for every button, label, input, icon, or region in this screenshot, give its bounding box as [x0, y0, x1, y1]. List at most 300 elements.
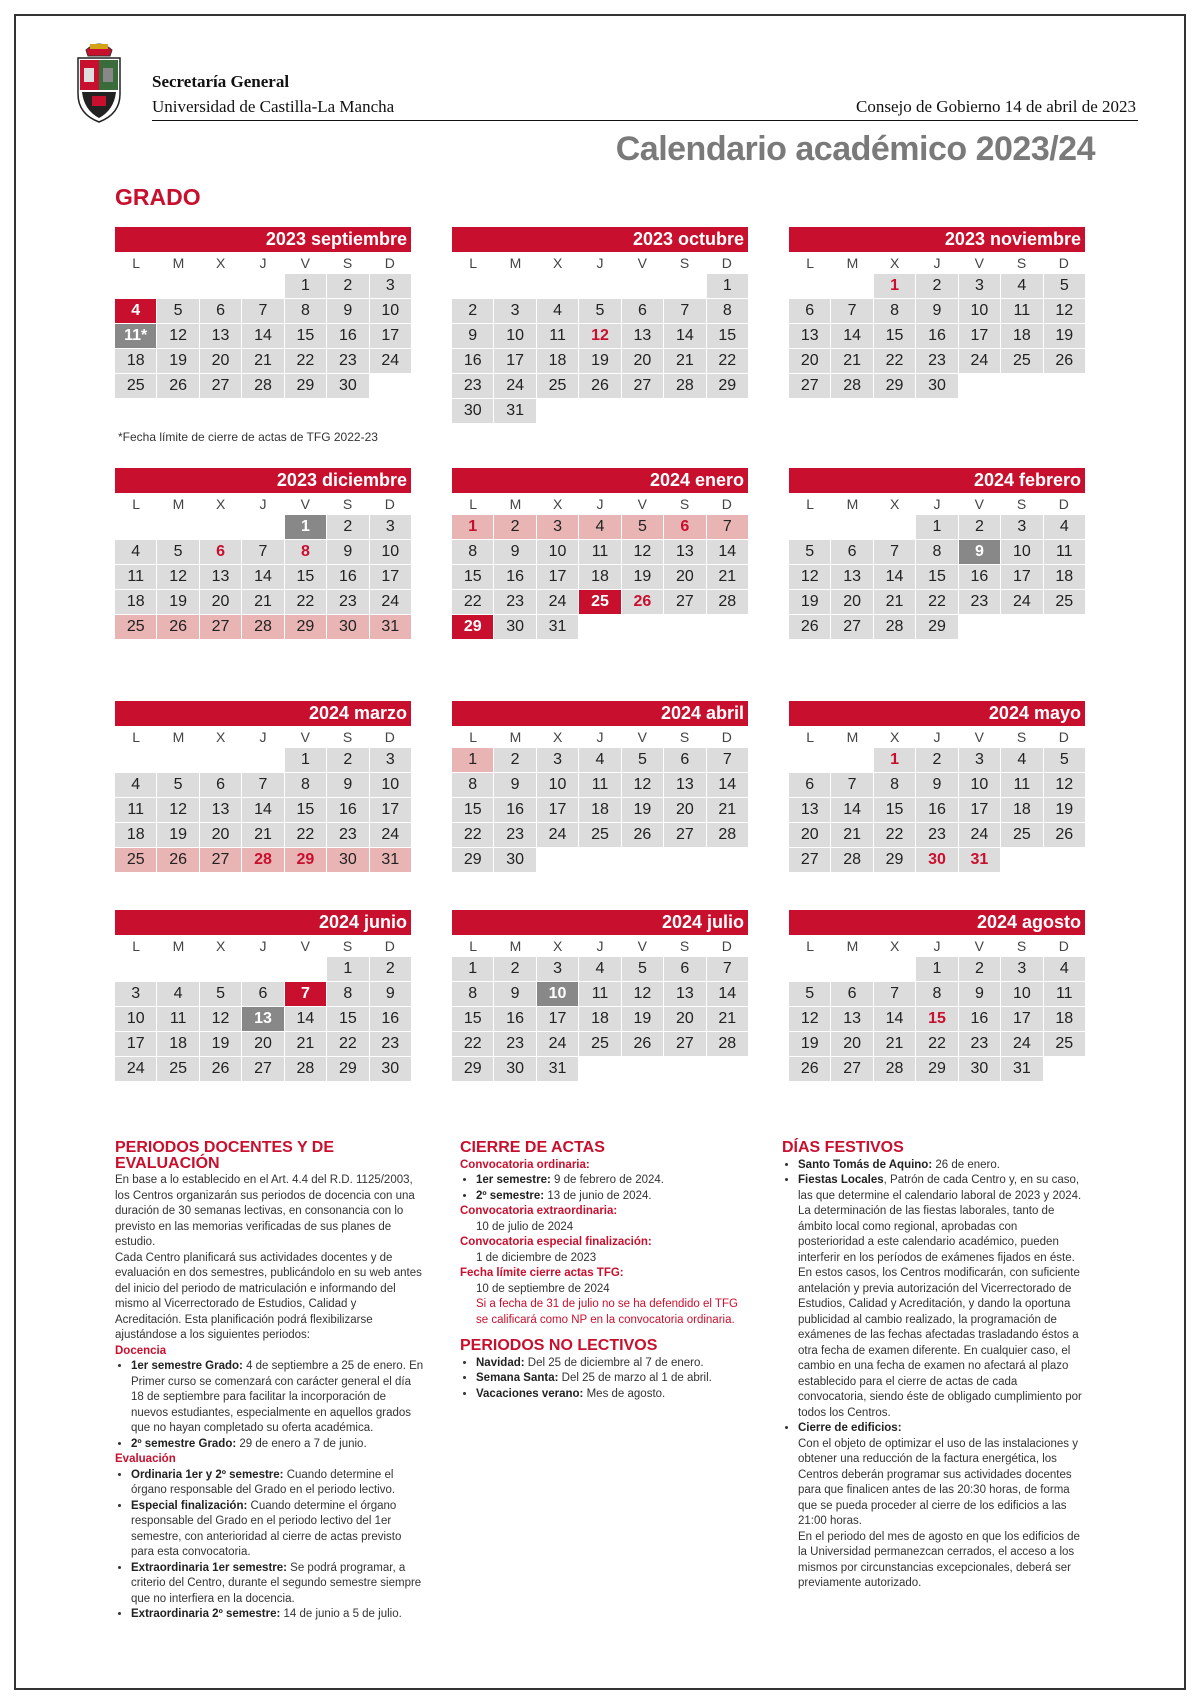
day-cell: 13 — [831, 565, 872, 589]
day-cell: 6 — [789, 773, 830, 797]
day-cell: 2 — [494, 957, 535, 981]
weekday-label: X — [216, 729, 226, 745]
day-cell: 20 — [664, 565, 705, 589]
day-cell: 29 — [707, 374, 748, 398]
day-cell: 1 — [874, 748, 915, 772]
day-cell: 12 — [157, 565, 198, 589]
day-cell: 27 — [789, 848, 830, 872]
day-cell: 9 — [327, 299, 368, 323]
empty-cell — [115, 748, 156, 772]
empty-cell — [157, 515, 198, 539]
day-cell: 28 — [831, 374, 872, 398]
day-cell: 19 — [157, 349, 198, 373]
day-cell: 6 — [200, 299, 241, 323]
day-cell: 27 — [200, 374, 241, 398]
day-cell: 11 — [115, 798, 156, 822]
day-cell: 28 — [707, 823, 748, 847]
weekday-label: J — [259, 255, 267, 271]
day-cell: 23 — [452, 374, 493, 398]
empty-cell — [789, 274, 830, 298]
weekday-label: S — [1016, 938, 1027, 954]
day-cell: 10 — [370, 540, 411, 564]
day-cell: 9 — [494, 540, 535, 564]
day-cell: 25 — [157, 1057, 198, 1081]
day-cell: 8 — [285, 773, 326, 797]
day-cell: 3 — [959, 274, 1000, 298]
day-cell: 18 — [1044, 565, 1085, 589]
month-title: 2024 agosto — [789, 910, 1085, 935]
month-title: 2024 febrero — [789, 468, 1085, 493]
empty-cell — [200, 274, 241, 298]
weekday-label: V — [300, 496, 310, 512]
day-cell: 19 — [789, 590, 830, 614]
day-cell: 17 — [370, 565, 411, 589]
day-cell: 22 — [285, 590, 326, 614]
day-cell: 14 — [831, 798, 872, 822]
day-cell: 3 — [494, 299, 535, 323]
day-cell: 5 — [579, 299, 620, 323]
day-cell: 14 — [707, 982, 748, 1006]
day-cell: 19 — [157, 590, 198, 614]
day-cell: 22 — [452, 590, 493, 614]
day-cell: 22 — [327, 1032, 368, 1056]
weekday-label: S — [342, 729, 353, 745]
day-cell: 30 — [327, 374, 368, 398]
day-cell: 12 — [622, 773, 663, 797]
day-cell: 22 — [916, 590, 957, 614]
day-cell: 9 — [916, 299, 957, 323]
day-cell: 21 — [707, 565, 748, 589]
day-cell: 18 — [1001, 324, 1042, 348]
empty-cell — [622, 274, 663, 298]
month-calendar — [789, 701, 1085, 872]
month-title: 2023 septiembre — [115, 227, 411, 252]
ordinaria-item: • 1er semestre: 9 de febrero de 2024. — [476, 1173, 750, 1189]
day-cell: 11 — [1044, 982, 1085, 1006]
weekday-label: M — [172, 729, 185, 745]
day-cell: 13 — [664, 982, 705, 1006]
day-cell: 6 — [831, 540, 872, 564]
weekday-label: X — [553, 729, 563, 745]
weekday-label: L — [806, 938, 815, 954]
day-cell: 2 — [916, 748, 957, 772]
day-cell: 11 — [157, 1007, 198, 1031]
day-cell: 17 — [537, 1007, 578, 1031]
day-cell: 14 — [242, 798, 283, 822]
weekday-label: D — [1058, 255, 1069, 271]
day-cell: 2 — [916, 274, 957, 298]
day-cell: 15 — [285, 798, 326, 822]
day-cell: 24 — [959, 823, 1000, 847]
day-cell: 23 — [494, 823, 535, 847]
day-cell: 17 — [537, 798, 578, 822]
day-cell: 14 — [707, 540, 748, 564]
day-cell: 13 — [664, 540, 705, 564]
day-cell: 2 — [959, 957, 1000, 981]
day-cell: 16 — [327, 565, 368, 589]
month-title: 2024 abril — [452, 701, 748, 726]
day-cell: 4 — [115, 540, 156, 564]
day-cell: 12 — [789, 565, 830, 589]
weekday-label: X — [890, 496, 900, 512]
day-cell: 28 — [707, 590, 748, 614]
weekday-label: S — [679, 938, 690, 954]
ordinaria-heading: Convocatoria ordinaria: — [460, 1158, 590, 1171]
month-calendar — [115, 468, 411, 639]
weekday-label: S — [1016, 255, 1027, 271]
ordinaria-item: • 2º semestre: 13 de junio de 2024. — [476, 1189, 750, 1205]
day-cell: 9 — [959, 540, 1000, 564]
day-cell: 30 — [452, 399, 493, 423]
days-grid — [115, 515, 411, 639]
day-cell: 3 — [1001, 957, 1042, 981]
day-cell: 7 — [664, 299, 705, 323]
day-cell: 13 — [664, 773, 705, 797]
day-cell: 5 — [200, 982, 241, 1006]
day-cell: 15 — [452, 1007, 493, 1031]
day-cell: 26 — [622, 590, 663, 614]
periodos-title: PERIODOS DOCENTES Y DE EVALUACIÓN — [115, 1139, 335, 1172]
days-grid — [452, 957, 748, 1081]
day-cell: 9 — [452, 324, 493, 348]
weekday-header — [452, 935, 748, 957]
day-cell: 4 — [579, 748, 620, 772]
day-cell: 28 — [242, 374, 283, 398]
month-calendar — [115, 910, 411, 1081]
weekday-label: M — [846, 938, 859, 954]
weekday-label: J — [259, 729, 267, 745]
day-cell: 21 — [831, 349, 872, 373]
day-cell: 7 — [707, 515, 748, 539]
day-cell: 5 — [157, 773, 198, 797]
empty-cell — [200, 957, 241, 981]
day-cell: 1 — [452, 748, 493, 772]
month-calendar — [452, 468, 748, 639]
days-grid — [789, 274, 1085, 398]
university-crest-logo — [72, 36, 126, 126]
day-cell: 13 — [789, 324, 830, 348]
day-cell: 22 — [452, 1032, 493, 1056]
day-cell: 25 — [579, 823, 620, 847]
day-cell: 16 — [916, 324, 957, 348]
day-cell: 20 — [664, 1007, 705, 1031]
day-cell: 15 — [874, 798, 915, 822]
day-cell: 24 — [115, 1057, 156, 1081]
day-cell: 28 — [242, 615, 283, 639]
day-cell: 7 — [874, 982, 915, 1006]
day-cell: 29 — [874, 848, 915, 872]
day-cell: 18 — [1044, 1007, 1085, 1031]
weekday-label: V — [300, 938, 310, 954]
empty-cell — [789, 748, 830, 772]
day-cell: 19 — [622, 1007, 663, 1031]
day-cell: 4 — [537, 299, 578, 323]
weekday-header — [789, 493, 1085, 515]
day-cell: 11 — [579, 773, 620, 797]
day-cell: 23 — [916, 823, 957, 847]
weekday-label: X — [553, 496, 563, 512]
day-cell: 8 — [452, 773, 493, 797]
day-cell: 15 — [707, 324, 748, 348]
council-date: Consejo de Gobierno 14 de abril de 2023 — [856, 97, 1136, 116]
evaluacion-item: • Especial finalización: Cuando determine el órgano responsable del Grado en el periodo lectivo del 1er semestre, con anterioridad al cierre de actas previsto para esta convocatoria. — [131, 1499, 425, 1561]
day-cell: 20 — [831, 1032, 872, 1056]
weekday-label: L — [806, 255, 815, 271]
day-cell: 28 — [831, 848, 872, 872]
day-cell: 23 — [327, 823, 368, 847]
day-cell: 26 — [622, 1032, 663, 1056]
day-cell: 28 — [707, 1032, 748, 1056]
day-cell: 23 — [494, 1032, 535, 1056]
day-cell: 30 — [916, 374, 957, 398]
day-cell: 3 — [115, 982, 156, 1006]
day-cell: 25 — [579, 590, 620, 614]
day-cell: 12 — [1044, 299, 1085, 323]
day-cell: 5 — [1044, 748, 1085, 772]
day-cell: 18 — [537, 349, 578, 373]
day-cell: 22 — [707, 349, 748, 373]
month-calendar — [789, 227, 1085, 398]
day-cell: 18 — [1001, 798, 1042, 822]
tfg-note: Si a fecha de 31 de julio no se ha defendido el TFG se calificará como NP en la convocatoria ordinaria. — [476, 1298, 738, 1326]
weekday-label: V — [300, 255, 310, 271]
weekday-label: S — [1016, 496, 1027, 512]
day-cell: 26 — [1044, 349, 1085, 373]
day-cell: 29 — [916, 615, 957, 639]
days-grid — [452, 515, 748, 639]
day-cell: 28 — [664, 374, 705, 398]
weekday-label: S — [342, 938, 353, 954]
weekday-label: M — [172, 255, 185, 271]
nolectivos-item: • Navidad: Del 25 de diciembre al 7 de enero. — [476, 1356, 750, 1372]
day-cell: 11 — [537, 324, 578, 348]
days-grid — [115, 274, 411, 398]
festivos-item: • Santo Tomás de Aquino: 26 de enero. — [798, 1158, 1082, 1174]
day-cell: 18 — [115, 349, 156, 373]
day-cell: 8 — [874, 773, 915, 797]
day-cell: 6 — [664, 957, 705, 981]
day-cell: 19 — [579, 349, 620, 373]
day-cell: 25 — [1044, 1032, 1085, 1056]
weekday-label: M — [509, 496, 522, 512]
day-cell: 31 — [494, 399, 535, 423]
day-cell: 4 — [1001, 274, 1042, 298]
day-cell: 12 — [579, 324, 620, 348]
festivos-title: DÍAS FESTIVOS — [782, 1139, 904, 1156]
day-cell: 22 — [874, 823, 915, 847]
day-cell: 5 — [1044, 274, 1085, 298]
day-cell: 6 — [242, 982, 283, 1006]
day-cell: 11 — [579, 540, 620, 564]
day-cell: 26 — [789, 615, 830, 639]
evaluacion-item: • Extraordinaria 1er semestre: Se podrá programar, a criterio del Centro, durante el segundo semestre siempre que no interfiera en la docencia. — [131, 1561, 425, 1608]
day-cell: 29 — [874, 374, 915, 398]
day-cell: 25 — [1001, 349, 1042, 373]
day-cell: 7 — [242, 773, 283, 797]
day-cell: 23 — [916, 349, 957, 373]
day-cell: 15 — [452, 565, 493, 589]
day-cell: 24 — [1001, 590, 1042, 614]
weekday-header — [115, 935, 411, 957]
day-cell: 21 — [874, 1032, 915, 1056]
day-cell: 16 — [494, 565, 535, 589]
day-cell: 23 — [370, 1032, 411, 1056]
day-cell: 24 — [370, 590, 411, 614]
day-cell: 10 — [370, 773, 411, 797]
month-title: 2023 octubre — [452, 227, 748, 252]
day-cell: 24 — [959, 349, 1000, 373]
day-cell: 3 — [537, 957, 578, 981]
day-cell: 13 — [831, 1007, 872, 1031]
day-cell: 17 — [959, 798, 1000, 822]
day-cell: 9 — [327, 773, 368, 797]
day-cell: 27 — [200, 848, 241, 872]
day-cell: 1 — [285, 748, 326, 772]
day-cell: 19 — [1044, 798, 1085, 822]
weekday-label: L — [806, 729, 815, 745]
day-cell: 31 — [1001, 1057, 1042, 1081]
header-rule — [152, 120, 1138, 121]
day-cell: 31 — [537, 615, 578, 639]
weekday-label: L — [132, 496, 141, 512]
empty-cell — [664, 274, 705, 298]
day-cell: 30 — [494, 615, 535, 639]
day-cell: 31 — [370, 615, 411, 639]
day-cell: 14 — [664, 324, 705, 348]
day-cell: 31 — [537, 1057, 578, 1081]
empty-cell — [115, 515, 156, 539]
days-grid — [115, 748, 411, 872]
day-cell: 7 — [242, 299, 283, 323]
weekday-label: D — [384, 255, 395, 271]
month-title: 2023 noviembre — [789, 227, 1085, 252]
day-cell: 11 — [1001, 773, 1042, 797]
day-cell: 27 — [200, 615, 241, 639]
day-cell: 14 — [707, 773, 748, 797]
day-cell: 29 — [327, 1057, 368, 1081]
weekday-label: D — [1058, 496, 1069, 512]
day-cell: 29 — [285, 848, 326, 872]
weekday-label: L — [469, 729, 478, 745]
empty-cell — [831, 274, 872, 298]
day-cell: 23 — [494, 590, 535, 614]
day-cell: 12 — [622, 982, 663, 1006]
day-cell: 1 — [916, 515, 957, 539]
weekday-label: X — [553, 938, 563, 954]
day-cell: 1 — [285, 274, 326, 298]
day-cell: 28 — [874, 1057, 915, 1081]
day-cell: 5 — [157, 299, 198, 323]
day-cell: 25 — [115, 848, 156, 872]
day-cell: 24 — [537, 590, 578, 614]
day-cell: 22 — [285, 349, 326, 373]
weekday-label: D — [1058, 729, 1069, 745]
weekday-label: M — [509, 938, 522, 954]
day-cell: 8 — [916, 540, 957, 564]
day-cell: 23 — [327, 590, 368, 614]
day-cell: 3 — [1001, 515, 1042, 539]
cierre-section — [460, 1140, 750, 1402]
day-cell: 16 — [370, 1007, 411, 1031]
day-cell: 4 — [579, 957, 620, 981]
day-cell: 7 — [831, 773, 872, 797]
day-cell: 18 — [579, 798, 620, 822]
weekday-label: M — [172, 938, 185, 954]
day-cell: 26 — [1044, 823, 1085, 847]
day-cell: 29 — [452, 615, 493, 639]
day-cell: 3 — [370, 748, 411, 772]
weekday-label: D — [721, 496, 732, 512]
day-cell: 19 — [789, 1032, 830, 1056]
day-cell: 17 — [1001, 1007, 1042, 1031]
day-cell: 7 — [707, 748, 748, 772]
day-cell: 5 — [789, 540, 830, 564]
weekday-label: X — [553, 255, 563, 271]
day-cell: 1 — [707, 274, 748, 298]
day-cell: 10 — [959, 299, 1000, 323]
day-cell: 20 — [200, 349, 241, 373]
day-cell: 21 — [707, 1007, 748, 1031]
day-cell: 22 — [874, 349, 915, 373]
day-cell: 3 — [537, 748, 578, 772]
day-cell: 29 — [285, 615, 326, 639]
day-cell: 25 — [1001, 823, 1042, 847]
day-cell: 25 — [115, 374, 156, 398]
weekday-label: D — [384, 496, 395, 512]
festivos-item: • Cierre de edificios: Con el objeto de optimizar el uso de las instalaciones y obtener una reducción de la factura energética, los Centros deberán programar sus actividades docentes para que finalicen antes de las 20:30 horas, de forma que se pueda proceder al cierre de los edificios a las 21:00 horas. En el periodo del mes de agosto en que los edificios de la Universidad permanezcan cerrados, el acceso a los mismos por circunstancias excepcionales, deberá ser previamente autorizado. — [798, 1421, 1082, 1592]
day-cell: 25 — [1044, 590, 1085, 614]
day-cell: 5 — [789, 982, 830, 1006]
weekday-label: J — [933, 496, 941, 512]
month-title: 2024 julio — [452, 910, 748, 935]
especial-heading: Convocatoria especial finalización: — [460, 1236, 652, 1248]
day-cell: 21 — [707, 798, 748, 822]
tfg-heading: Fecha límite cierre actas TFG: — [460, 1267, 624, 1279]
day-cell: 14 — [285, 1007, 326, 1031]
evaluacion-item: • Extraordinaria 2º semestre: 14 de junio a 5 de julio. — [131, 1607, 425, 1623]
weekday-label: D — [721, 255, 732, 271]
day-cell: 11* — [115, 324, 156, 348]
weekday-label: S — [679, 729, 690, 745]
weekday-label: J — [933, 729, 941, 745]
days-grid — [789, 957, 1085, 1081]
month-title: 2024 enero — [452, 468, 748, 493]
weekday-header — [115, 726, 411, 748]
weekday-label: D — [721, 729, 732, 745]
day-cell: 13 — [200, 324, 241, 348]
day-cell: 9 — [494, 773, 535, 797]
day-cell: 2 — [327, 274, 368, 298]
day-cell: 27 — [664, 823, 705, 847]
day-cell: 3 — [370, 515, 411, 539]
month-title: 2024 mayo — [789, 701, 1085, 726]
day-cell: 24 — [537, 823, 578, 847]
weekday-label: X — [890, 729, 900, 745]
weekday-label: J — [259, 496, 267, 512]
periodos-p1: En base a lo establecido en el Art. 4.4 del R.D. 1125/2003, los Centros organizarán sus periodos de docencia con una duración de 30 semanas lectivas, en consonancia con lo previsto en las memorias verificadas de sus planes de estudio. — [115, 1174, 415, 1248]
day-cell: 17 — [494, 349, 535, 373]
day-cell: 15 — [874, 324, 915, 348]
day-cell: 1 — [916, 957, 957, 981]
day-cell: 16 — [327, 324, 368, 348]
extraordinaria-heading: Convocatoria extraordinaria: — [460, 1205, 618, 1217]
day-cell: 27 — [664, 1032, 705, 1056]
day-cell: 11 — [115, 565, 156, 589]
empty-cell — [242, 957, 283, 981]
day-cell: 21 — [242, 349, 283, 373]
day-cell: 8 — [285, 540, 326, 564]
day-cell: 2 — [494, 515, 535, 539]
